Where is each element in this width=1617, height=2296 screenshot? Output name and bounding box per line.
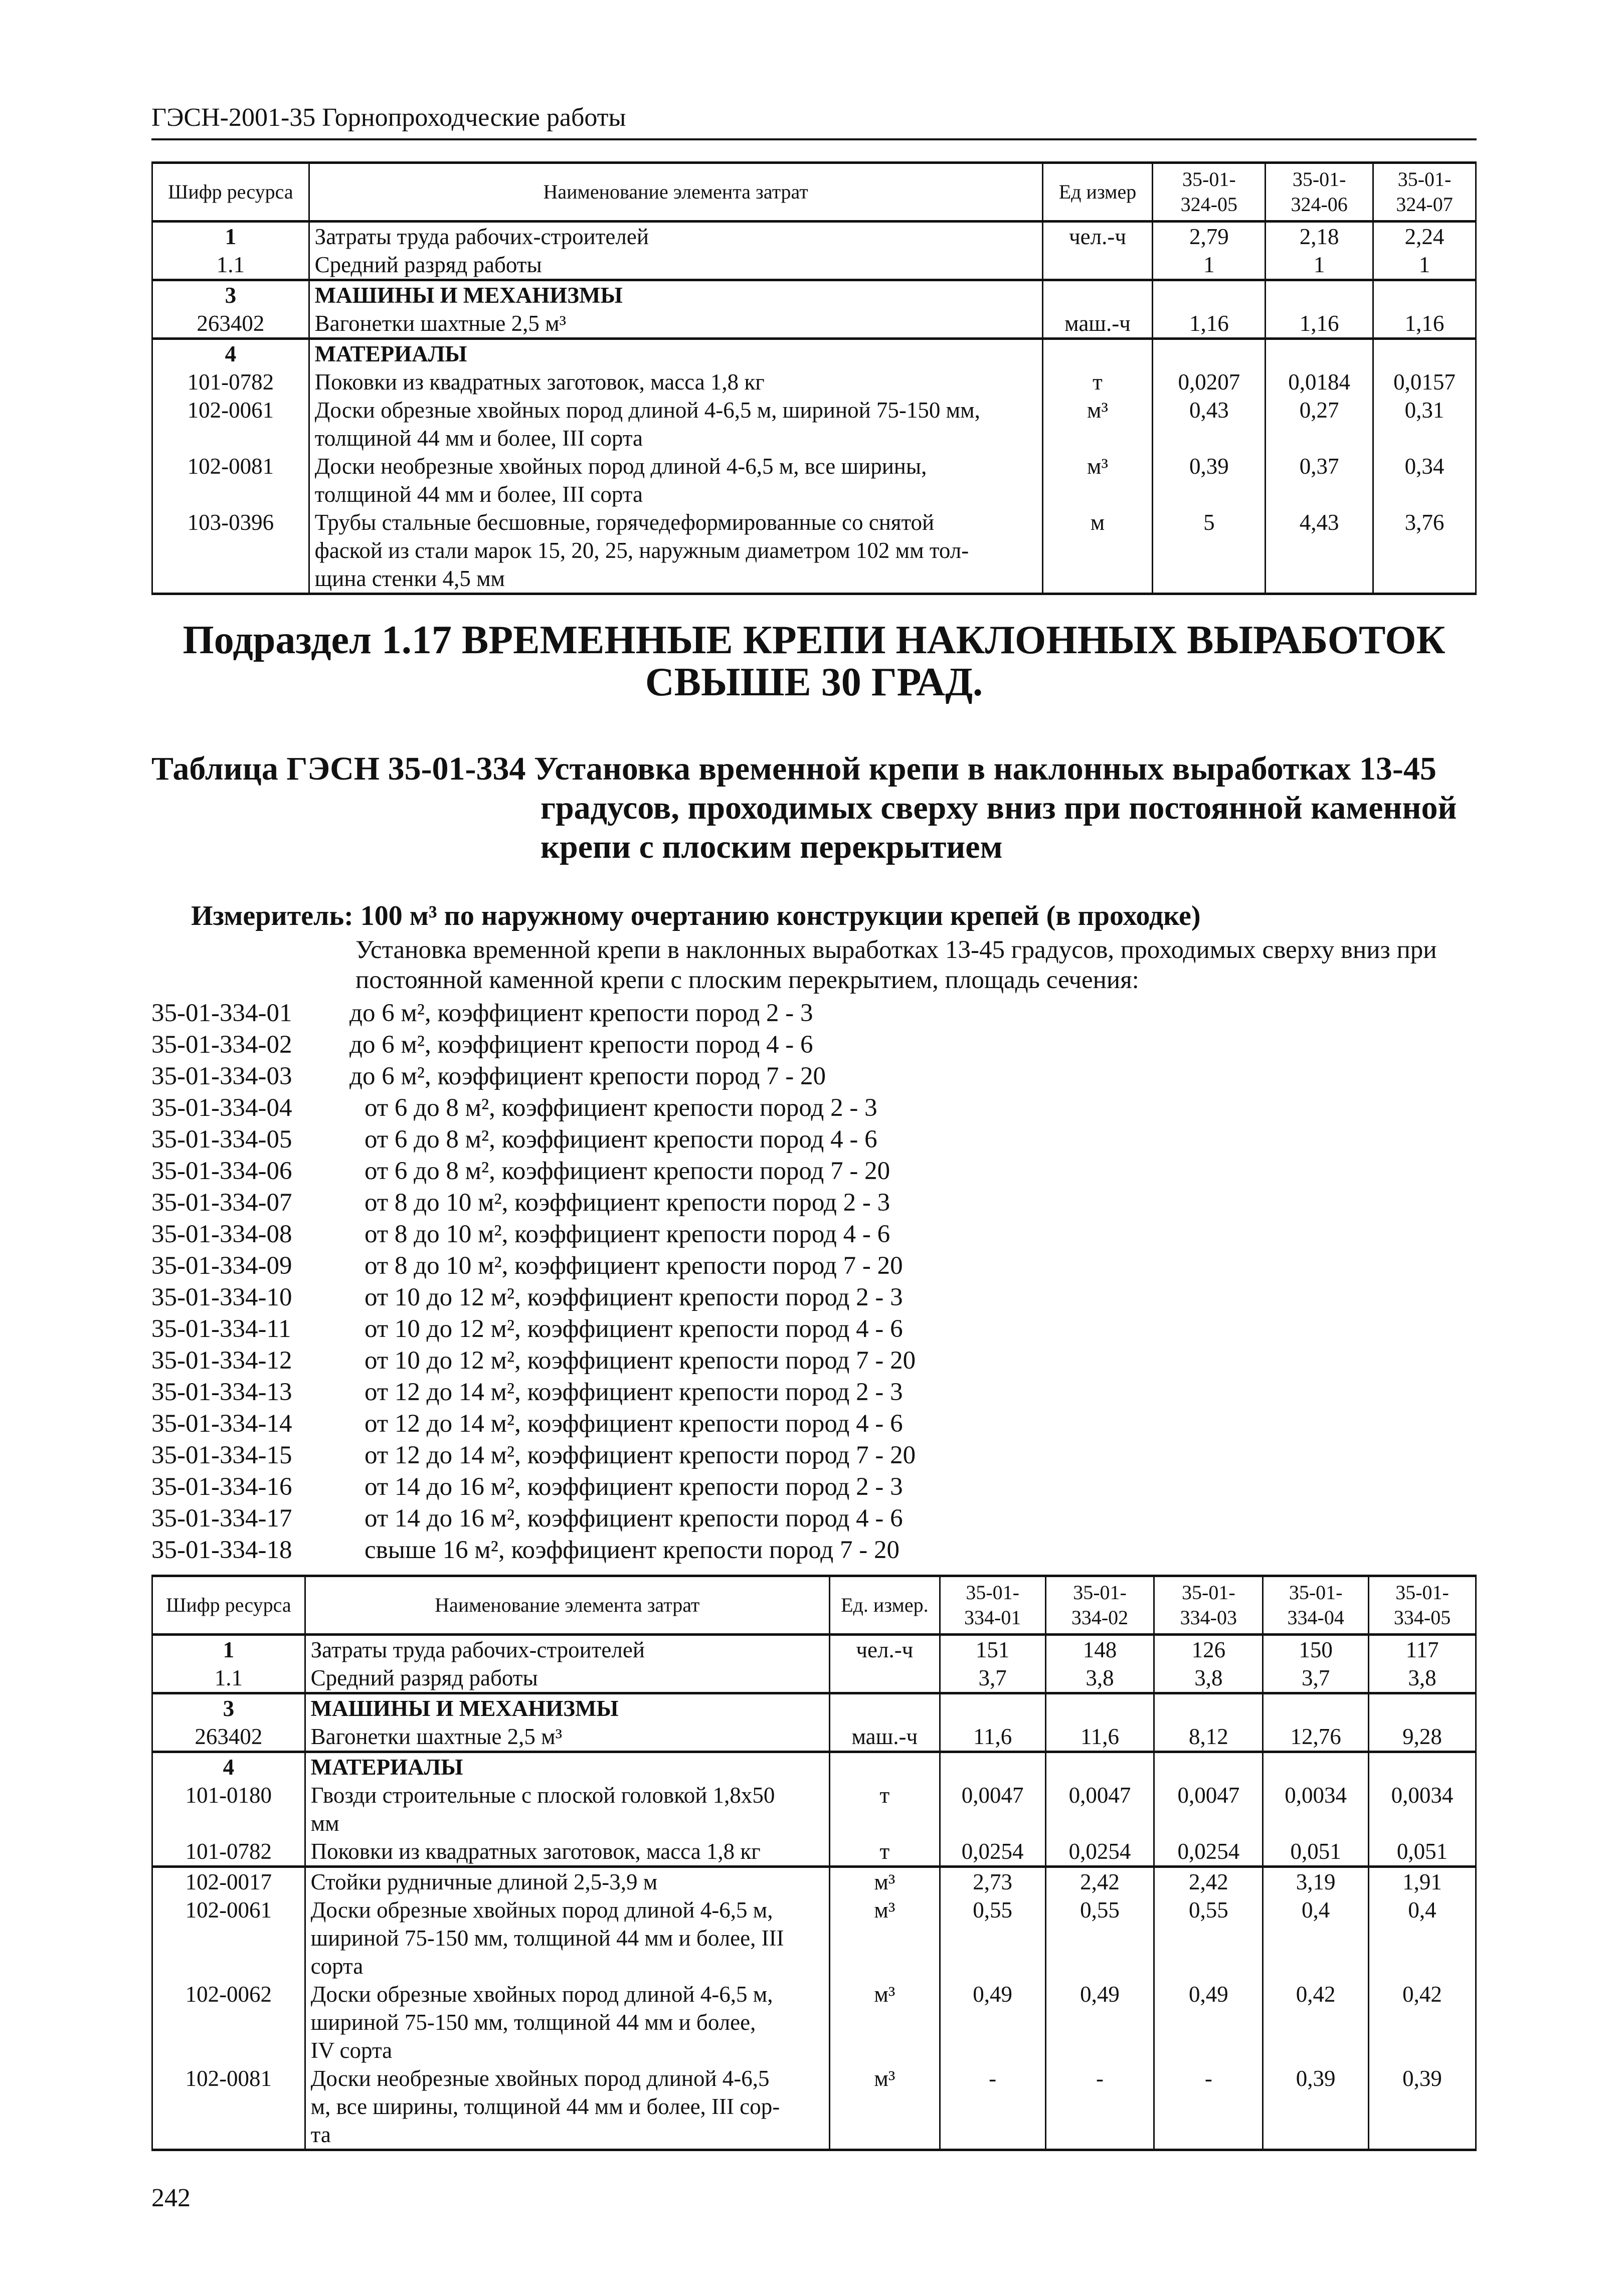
norm-value: 0,31: [1373, 396, 1476, 452]
resource-name: Гвозди строительные с плоской головкой 1,8х50 мм: [305, 1781, 829, 1837]
resource-name: МАШИНЫ И МЕХАНИЗМЫ: [305, 1693, 829, 1723]
variant-text: от 8 до 10 м², коэффициент крепости пород 4 - 6: [365, 1220, 890, 1248]
resource-name: МАТЕРИАЛЫ: [305, 1752, 829, 1782]
table-title-line1: Таблица ГЭСН 35-01-334 Установка временной крепи в наклонных выработках 13-45: [151, 750, 1436, 787]
norm-value: 2,18: [1266, 222, 1373, 251]
norm-value: 0,39: [1153, 452, 1266, 508]
table-row: [152, 396, 1476, 452]
resource-table-324: [151, 161, 1477, 595]
variant-code: 35-01-334-08: [151, 1220, 292, 1248]
variant-item: [151, 1156, 916, 1187]
norm-value: [1373, 339, 1476, 368]
unit: [1042, 339, 1153, 368]
norm-value: -: [1045, 2064, 1154, 2150]
resource-code: 263402: [152, 1723, 305, 1752]
norm-value: 1: [1373, 251, 1476, 280]
variant-text: от 14 до 16 м², коэффициент крепости пород 2 - 3: [365, 1473, 903, 1501]
unit: м: [1042, 508, 1153, 594]
resource-code: 101-0782: [152, 1837, 305, 1867]
norm-value: 8,12: [1154, 1723, 1263, 1752]
table-row: [152, 1837, 1476, 1867]
resource-name: Затраты труда рабочих-строителей: [305, 1635, 829, 1664]
norm-value: 3,19: [1263, 1867, 1369, 1896]
variant-code: 35-01-334-05: [151, 1125, 292, 1154]
variant-item: [151, 1061, 916, 1092]
norm-value: 0,0047: [940, 1781, 1045, 1837]
variant-code: 35-01-334-04: [151, 1094, 292, 1122]
norm-value: 0,55: [940, 1896, 1045, 1980]
resource-code: 102-0017: [152, 1867, 305, 1896]
norm-value: 0,55: [1045, 1896, 1154, 1980]
unit: чел.-ч: [829, 1635, 940, 1664]
norm-value: 0,0157: [1373, 368, 1476, 396]
unit: [829, 1664, 940, 1693]
norm-value: 3,7: [1263, 1664, 1369, 1693]
table-row: [152, 1980, 1476, 2064]
table-row: [152, 368, 1476, 396]
norm-value: 0,49: [1154, 1980, 1263, 2064]
column-header: 35-01- 334-03: [1154, 1576, 1263, 1635]
variant-code: 35-01-334-13: [151, 1378, 292, 1406]
unit: м³: [829, 1867, 940, 1896]
table-row: [152, 2064, 1476, 2150]
variant-text: от 8 до 10 м², коэффициент крепости пород 7 - 20: [365, 1252, 903, 1280]
variant-item: [151, 1377, 916, 1408]
table-row: [152, 1896, 1476, 1980]
norm-value: 0,0034: [1263, 1781, 1369, 1837]
unit: м³: [1042, 396, 1153, 452]
norm-value: 0,39: [1369, 2064, 1476, 2150]
norm-value: 0,37: [1266, 452, 1373, 508]
resource-name: Стойки рудничные длиной 2,5-3,9 м: [305, 1867, 829, 1896]
variant-text: от 14 до 16 м², коэффициент крепости пород 4 - 6: [365, 1504, 903, 1533]
column-header: 35-01- 334-02: [1045, 1576, 1154, 1635]
subsection-title: Подраздел 1.17 ВРЕМЕННЫЕ КРЕПИ НАКЛОННЫХ ВЫРАБОТОК СВЫШЕ 30 ГРАД.: [183, 618, 1446, 704]
norm-value: 3,8: [1369, 1664, 1476, 1693]
variant-text: от 10 до 12 м², коэффициент крепости пород 4 - 6: [365, 1315, 903, 1343]
norm-value: [1369, 1693, 1476, 1723]
norm-value: [1153, 339, 1266, 368]
norm-value: 0,39: [1263, 2064, 1369, 2150]
norm-value: [1153, 280, 1266, 310]
table-row: [152, 508, 1476, 594]
norm-value: 0,0184: [1266, 368, 1373, 396]
table-row: [152, 280, 1476, 310]
norm-value: [940, 1752, 1045, 1782]
norm-value: 2,79: [1153, 222, 1266, 251]
variant-code: 35-01-334-09: [151, 1252, 292, 1280]
resource-code: 1: [152, 1635, 305, 1664]
variant-item: [151, 1408, 916, 1440]
resource-name: Доски обрезные хвойных пород длиной 4-6,5 м, шириной 75-150 мм, толщиной 44 мм и более, III сорта: [305, 1896, 829, 1980]
norm-value: 5: [1153, 508, 1266, 594]
table-row: [152, 1635, 1476, 1664]
norm-value: 3,7: [940, 1664, 1045, 1693]
column-header: Наименование элемента затрат: [309, 163, 1042, 222]
norm-value: 1,91: [1369, 1867, 1476, 1896]
variant-item: [151, 1440, 916, 1471]
variant-text: до 6 м², коэффициент крепости пород 7 - 20: [349, 1062, 826, 1090]
column-header: Наименование элемента затрат: [305, 1576, 829, 1635]
norm-value: 1,16: [1266, 309, 1373, 339]
variant-text: от 12 до 14 м², коэффициент крепости пород 2 - 3: [365, 1378, 903, 1406]
norm-value: [1373, 280, 1476, 310]
running-header: ГЭСН-2001-35 Горнопроходческие работы: [151, 103, 626, 132]
variant-item: [151, 1282, 916, 1313]
norm-value: [1266, 280, 1373, 310]
resource-name: МАТЕРИАЛЫ: [309, 339, 1042, 368]
norm-value: [1369, 1752, 1476, 1782]
variant-code: 35-01-334-17: [151, 1504, 292, 1533]
resource-name: Поковки из квадратных заготовок, масса 1,8 кг: [305, 1837, 829, 1867]
column-header: 35-01- 334-01: [940, 1576, 1045, 1635]
resource-code: 1.1: [152, 1664, 305, 1693]
variant-item: [151, 1250, 916, 1282]
column-header: 35-01- 334-05: [1369, 1576, 1476, 1635]
resource-code: 4: [152, 339, 309, 368]
variant-code: 35-01-334-03: [151, 1062, 292, 1090]
norm-value: [1154, 1752, 1263, 1782]
variant-code: 35-01-334-01: [151, 999, 292, 1027]
norm-value: 0,42: [1369, 1980, 1476, 2064]
resource-name: Средний разряд работы: [305, 1664, 829, 1693]
norm-value: 0,42: [1263, 1980, 1369, 2064]
resource-code: 1.1: [152, 251, 309, 280]
resource-code: 101-0782: [152, 368, 309, 396]
unit: м³: [829, 1896, 940, 1980]
column-header: Шифр ресурса: [152, 1576, 305, 1635]
table-row: [152, 251, 1476, 280]
norm-value: [940, 1693, 1045, 1723]
norm-value: 2,24: [1373, 222, 1476, 251]
column-header: 35-01- 334-04: [1263, 1576, 1369, 1635]
table-row: [152, 222, 1476, 251]
variant-item: [151, 1092, 916, 1124]
norm-value: 117: [1369, 1635, 1476, 1664]
variant-text: свыше 16 м², коэффициент крепости пород 7 - 20: [365, 1536, 900, 1564]
norm-value: [1266, 339, 1373, 368]
variant-item: [151, 1471, 916, 1503]
norm-value: 3,76: [1373, 508, 1476, 594]
norm-value: 0,27: [1266, 396, 1373, 452]
variant-text: до 6 м², коэффициент крепости пород 4 - 6: [349, 1031, 813, 1059]
table-row: [152, 1693, 1476, 1723]
unit: маш.-ч: [829, 1723, 940, 1752]
variant-text: от 6 до 8 м², коэффициент крепости пород 7 - 20: [365, 1157, 890, 1185]
norm-value: 0,0047: [1154, 1781, 1263, 1837]
unit: чел.-ч: [1042, 222, 1153, 251]
column-header: Ед. измер.: [829, 1576, 940, 1635]
variant-item: [151, 1313, 916, 1345]
variant-text: до 6 м², коэффициент крепости пород 2 - 3: [349, 999, 813, 1027]
norm-value: [1263, 1752, 1369, 1782]
variant-item: [151, 1187, 916, 1219]
norm-value: 2,42: [1045, 1867, 1154, 1896]
resource-name: Доски обрезные хвойных пород длиной 4-6,5 м, шириной 75-150 мм, толщиной 44 мм и более, IV сорта: [305, 1980, 829, 2064]
variant-code: 35-01-334-11: [151, 1315, 291, 1343]
variant-code: 35-01-334-10: [151, 1283, 292, 1311]
norm-value: -: [1154, 2064, 1263, 2150]
unit: т: [829, 1781, 940, 1837]
resource-name: Трубы стальные бесшовные, горячедеформированные со снятой фаской из стали марок 15, 20, 25, наружным диаметром 102 мм тол- щина стенки 4,5 мм: [309, 508, 1042, 594]
norm-value: 11,6: [940, 1723, 1045, 1752]
table-row: [152, 309, 1476, 339]
unit: т: [1042, 368, 1153, 396]
resource-code: 102-0061: [152, 396, 309, 452]
variant-code: 35-01-334-16: [151, 1473, 292, 1501]
norm-value: 9,28: [1369, 1723, 1476, 1752]
variant-item: [151, 1535, 916, 1566]
column-header: 35-01- 324-07: [1373, 163, 1476, 222]
norm-value: 12,76: [1263, 1723, 1369, 1752]
norm-value: 1: [1153, 251, 1266, 280]
norm-value: [1045, 1752, 1154, 1782]
norm-value: -: [940, 2064, 1045, 2150]
resource-code: 101-0180: [152, 1781, 305, 1837]
unit: [829, 1752, 940, 1782]
page-number: 242: [151, 2184, 191, 2212]
resource-code: 102-0061: [152, 1896, 305, 1980]
variant-item: [151, 998, 916, 1029]
norm-value: 0,0254: [1154, 1837, 1263, 1867]
norm-value: [1154, 1693, 1263, 1723]
resource-name: Вагонетки шахтные 2,5 м³: [305, 1723, 829, 1752]
variant-code: 35-01-334-06: [151, 1157, 292, 1185]
resource-code: 102-0081: [152, 452, 309, 508]
table-row: [152, 339, 1476, 368]
table-row: [152, 1752, 1476, 1782]
table-title-continuation: градусов, проходимых сверху вниз при постоянной каменной крепи с плоским перекрытием: [541, 790, 1457, 865]
norm-value: 3,8: [1154, 1664, 1263, 1693]
norm-value: 0,49: [1045, 1980, 1154, 2064]
resource-code: 3: [152, 280, 309, 310]
resource-name: Доски обрезные хвойных пород длиной 4-6,5 м, шириной 75-150 мм, толщиной 44 мм и более, III сорта: [309, 396, 1042, 452]
norm-value: 0,0254: [940, 1837, 1045, 1867]
resource-code: 102-0062: [152, 1980, 305, 2064]
header-rule: [151, 138, 1477, 140]
unit: м³: [829, 1980, 940, 2064]
norm-value: 0,4: [1369, 1896, 1476, 1980]
column-header: 35-01- 324-06: [1266, 163, 1373, 222]
variant-item: [151, 1345, 916, 1377]
variant-code: 35-01-334-18: [151, 1536, 292, 1564]
resource-name: Поковки из квадратных заготовок, масса 1,8 кг: [309, 368, 1042, 396]
column-header: 35-01- 324-05: [1153, 163, 1266, 222]
norm-value: 0,34: [1373, 452, 1476, 508]
unit: маш.-ч: [1042, 309, 1153, 339]
variant-text: от 12 до 14 м², коэффициент крепости пород 4 - 6: [365, 1410, 903, 1438]
resource-code: 263402: [152, 309, 309, 339]
norm-value: 0,051: [1369, 1837, 1476, 1867]
norm-value: 3,8: [1045, 1664, 1154, 1693]
norm-value: 1,16: [1153, 309, 1266, 339]
table-row: [152, 452, 1476, 508]
norm-value: 11,6: [1045, 1723, 1154, 1752]
resource-name: Затраты труда рабочих-строителей: [309, 222, 1042, 251]
norm-value: 0,051: [1263, 1837, 1369, 1867]
norm-value: 126: [1154, 1635, 1263, 1664]
norm-value: 150: [1263, 1635, 1369, 1664]
table-row: [152, 1781, 1476, 1837]
variant-code: 35-01-334-15: [151, 1441, 292, 1469]
column-header: Ед измер: [1042, 163, 1153, 222]
norm-value: 0,55: [1154, 1896, 1263, 1980]
norm-value: 0,49: [940, 1980, 1045, 2064]
norm-value: [1045, 1693, 1154, 1723]
variant-text: от 8 до 10 м², коэффициент крепости пород 2 - 3: [365, 1189, 890, 1217]
resource-code: 102-0081: [152, 2064, 305, 2150]
resource-name: МАШИНЫ И МЕХАНИЗМЫ: [309, 280, 1042, 310]
variant-item: [151, 1219, 916, 1250]
resource-code: 3: [152, 1693, 305, 1723]
norm-value: 0,4: [1263, 1896, 1369, 1980]
variant-text: от 10 до 12 м², коэффициент крепости пород 2 - 3: [365, 1283, 903, 1311]
meter-line: Измеритель: 100 м³ по наружному очертанию конструкции крепей (в проходке): [191, 900, 1201, 931]
resource-code: 103-0396: [152, 508, 309, 594]
variant-item: [151, 1029, 916, 1061]
table-header-row: [152, 1576, 1476, 1635]
variant-code: 35-01-334-14: [151, 1410, 292, 1438]
norm-value: 2,73: [940, 1867, 1045, 1896]
unit: м³: [829, 2064, 940, 2150]
unit: [1042, 251, 1153, 280]
norm-value: 1,16: [1373, 309, 1476, 339]
norm-value: 1: [1266, 251, 1373, 280]
work-description: Установка временной крепи в наклонных выработках 13-45 градусов, проходимых сверху вниз при постоянной каменной крепи с плоским перекрытием, площадь сечения:: [355, 936, 1437, 994]
resource-code: 4: [152, 1752, 305, 1782]
variant-text: от 6 до 8 м², коэффициент крепости пород 4 - 6: [365, 1125, 877, 1154]
column-header: Шифр ресурса: [152, 163, 309, 222]
resource-name: Доски необрезные хвойных пород длиной 4-6,5 м, все ширины, толщиной 44 мм и более, III сорта: [309, 452, 1042, 508]
norm-value: 0,0047: [1045, 1781, 1154, 1837]
variant-code: 35-01-334-12: [151, 1347, 292, 1375]
resource-code: 1: [152, 222, 309, 251]
norm-value: 151: [940, 1635, 1045, 1664]
table-row: [152, 1867, 1476, 1896]
unit: [829, 1693, 940, 1723]
norm-value: 2,42: [1154, 1867, 1263, 1896]
unit: м³: [1042, 452, 1153, 508]
variant-code: 35-01-334-02: [151, 1031, 292, 1059]
variant-item: [151, 1503, 916, 1535]
variants-list: [151, 998, 916, 1566]
variant-item: [151, 1124, 916, 1156]
resource-name: Доски необрезные хвойных пород длиной 4-6,5 м, все ширины, толщиной 44 мм и более, III сор- та: [305, 2064, 829, 2150]
norm-value: 0,43: [1153, 396, 1266, 452]
norm-value: 0,0034: [1369, 1781, 1476, 1837]
table-title: [151, 749, 1477, 867]
unit: т: [829, 1837, 940, 1867]
variant-text: от 6 до 8 м², коэффициент крепости пород 2 - 3: [365, 1094, 877, 1122]
resource-name: Средний разряд работы: [309, 251, 1042, 280]
norm-value: 4,43: [1266, 508, 1373, 594]
variant-text: от 10 до 12 м², коэффициент крепости пород 7 - 20: [365, 1347, 916, 1375]
norm-value: 0,0207: [1153, 368, 1266, 396]
table-row: [152, 1723, 1476, 1752]
resource-table-334: [151, 1575, 1477, 2151]
norm-value: 148: [1045, 1635, 1154, 1664]
unit: [1042, 280, 1153, 310]
variant-text: от 12 до 14 м², коэффициент крепости пород 7 - 20: [365, 1441, 916, 1469]
variant-code: 35-01-334-07: [151, 1189, 292, 1217]
resource-name: Вагонетки шахтные 2,5 м³: [309, 309, 1042, 339]
table-header-row: [152, 163, 1476, 222]
norm-value: 0,0254: [1045, 1837, 1154, 1867]
table-row: [152, 1664, 1476, 1693]
norm-value: [1263, 1693, 1369, 1723]
